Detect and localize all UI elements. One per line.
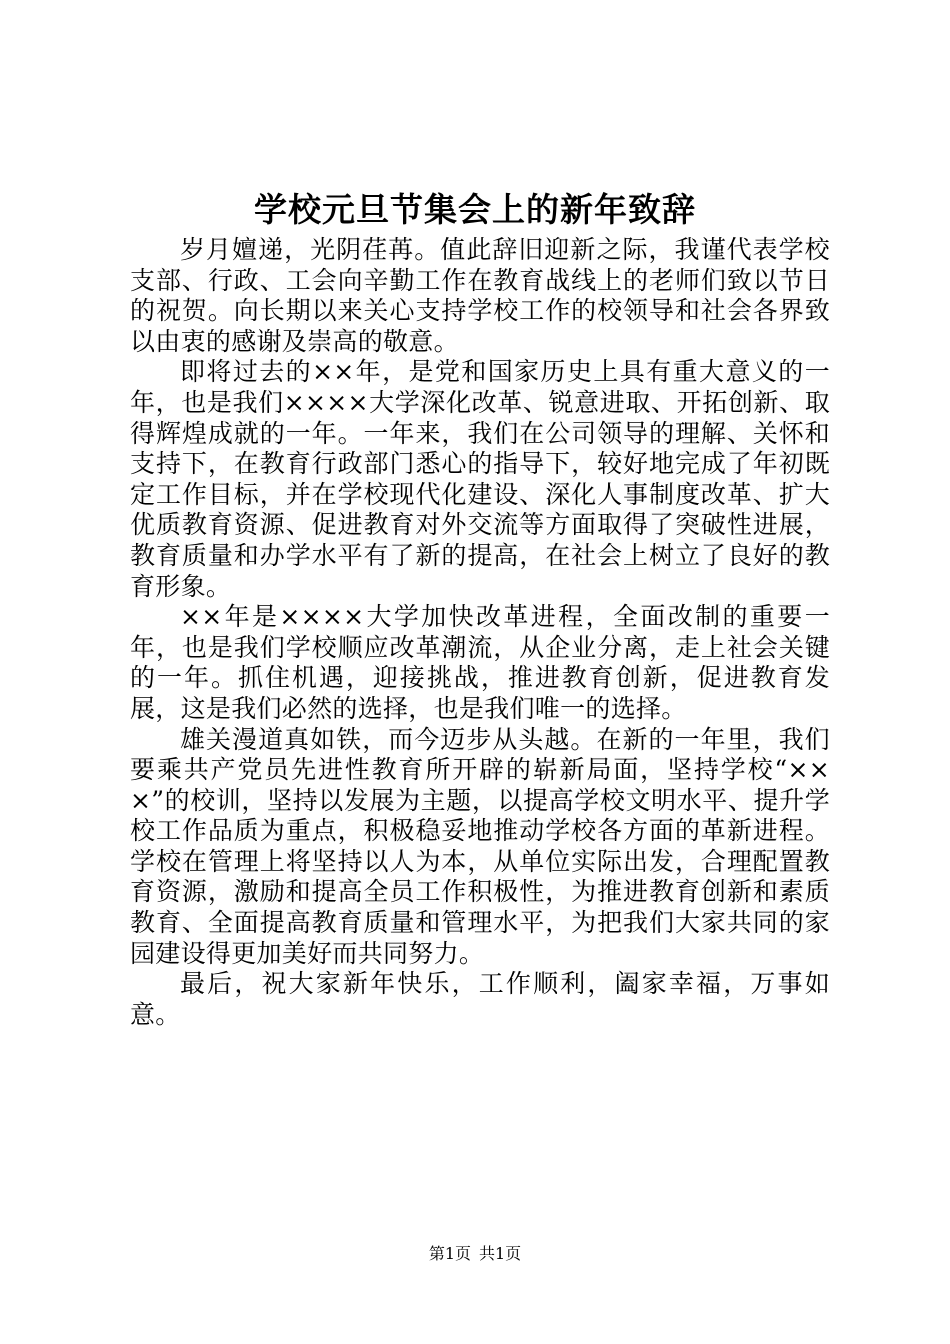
- paragraph-closing-wishes: 最后，祝大家新年快乐，工作顺利，阖家幸福，万事如意。: [130, 969, 830, 1029]
- paragraph-new-year-goals: 雄关漫道真如铁，而今迈步从头越。在新的一年里，我们要乘共产党员先进性教育所开辟的崭新局面，坚持学校“×××”的校训，坚持以发展为主题，以提高学校文明水平、提升学校工作品质为重点，积极稳妥地推动学校各方面的革新进程。学校在管理上将坚持以人为本，从单位实际出发，合理配置教育资源，激励和提高全员工作积极性，为推进教育创新和素质教育、全面提高教育质量和管理水平，为把我们大家共同的家园建设得更加美好而共同努力。: [130, 724, 830, 968]
- paragraph-year-review: 即将过去的××年，是党和国家历史上具有重大意义的一年，也是我们××××大学深化改革、锐意进取、开拓创新、取得辉煌成就的一年。一年来，我们在公司领导的理解、关怀和支持下，在教育行政部门悉心的指导下，较好地完成了年初既定工作目标，并在学校现代化建设、深化人事制度改革、扩大优质教育资源、促进教育对外交流等方面取得了突破性进展，教育质量和办学水平有了新的提高，在社会上树立了良好的教育形象。: [130, 357, 830, 601]
- paragraph-reform-year: ××年是××××大学加快改革进程，全面改制的重要一年，也是我们学校顺应改革潮流，从企业分离，走上社会关键的一年。抓住机遇，迎接挑战，推进教育创新，促进教育发展，这是我们必然的选择，也是我们唯一的选择。: [130, 602, 830, 723]
- page-total: 共1页: [479, 1244, 522, 1263]
- document-body: [130, 235, 830, 1030]
- paragraph-greeting: 岁月嬗递，光阴荏苒。值此辞旧迎新之际，我谨代表学校支部、行政、工会向辛勤工作在教育战线上的老师们致以节日的祝贺。向长期以来关心支持学校工作的校领导和社会各界致以由衷的感谢及崇高的敬意。: [130, 235, 830, 356]
- page-number: 第1页: [428, 1244, 471, 1263]
- document-title: 学校元旦节集会上的新年致辞: [254, 190, 696, 229]
- page-footer: [0, 1243, 950, 1265]
